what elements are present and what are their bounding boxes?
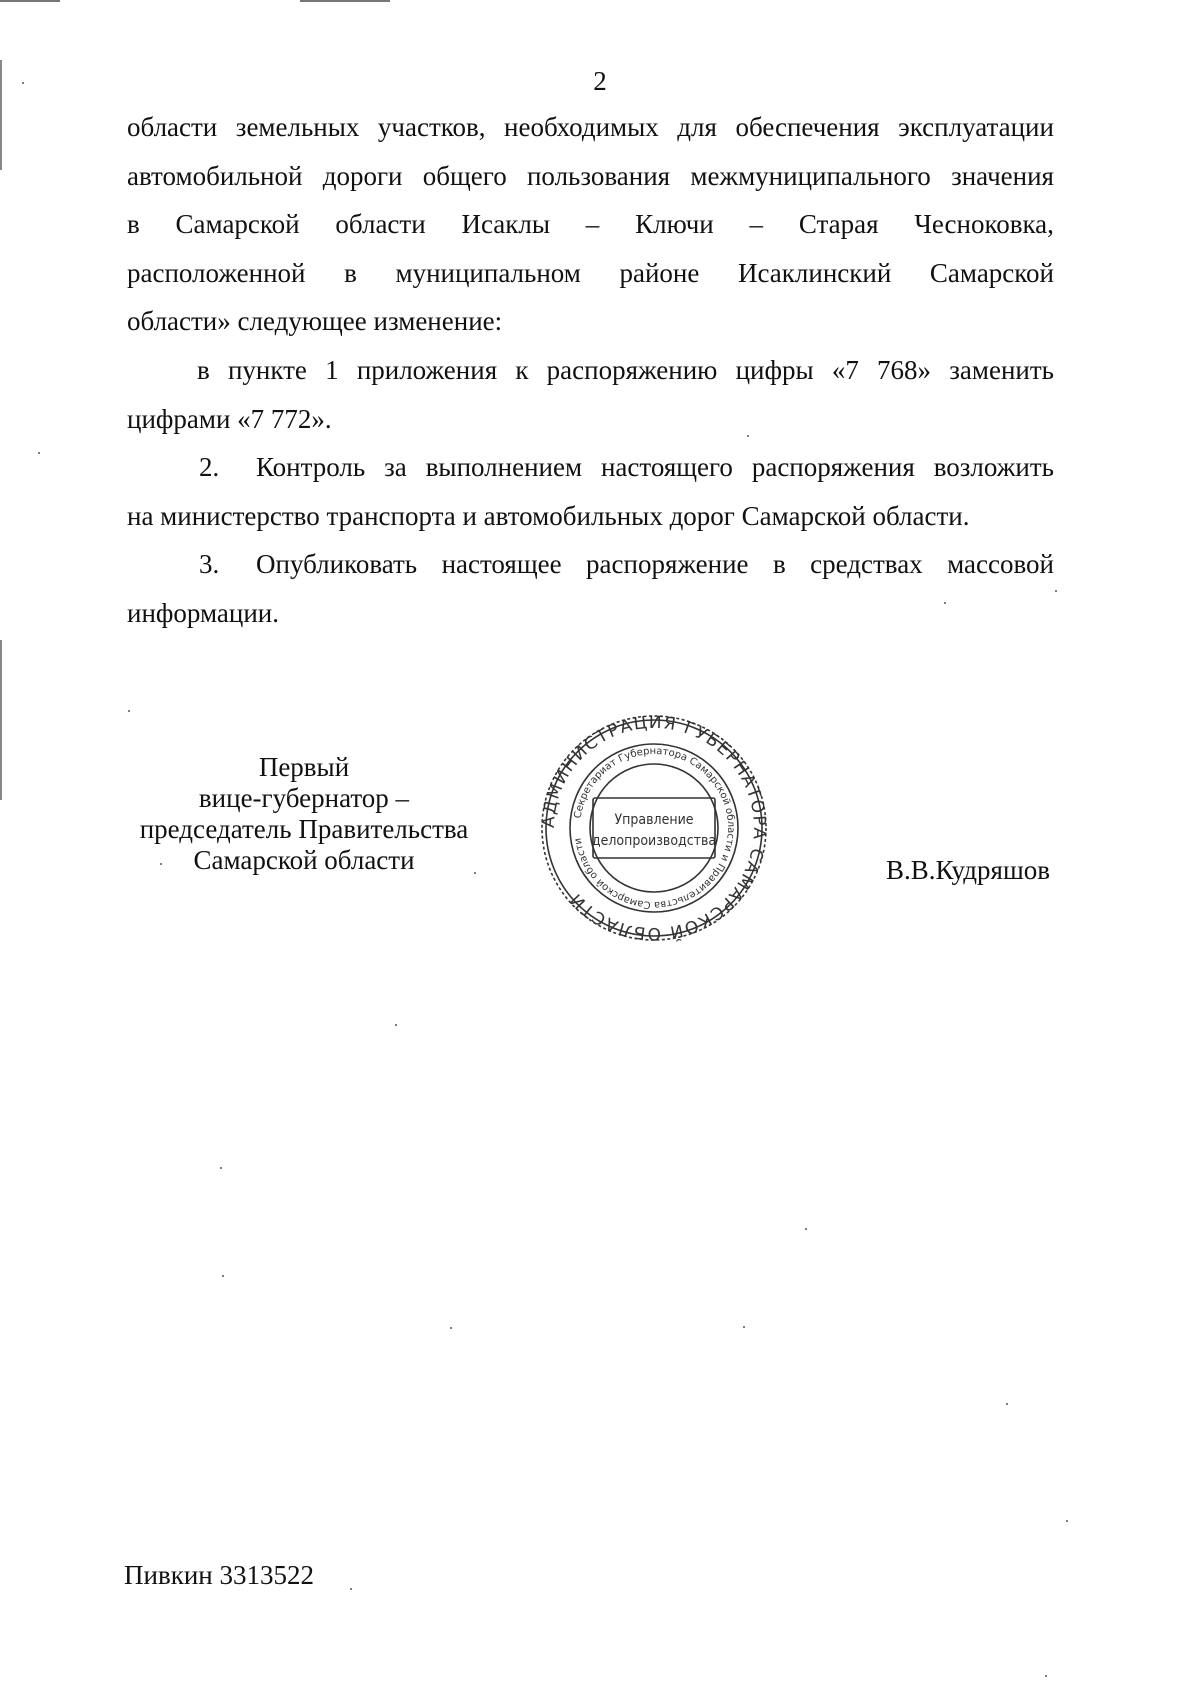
word: в: [772, 549, 786, 580]
official-seal: [538, 712, 770, 944]
scan-speck: [1066, 1520, 1068, 1522]
word: районе: [619, 257, 700, 288]
word: заменить: [949, 354, 1054, 385]
scan-speck: [395, 1024, 397, 1026]
word: значения: [951, 160, 1054, 191]
scan-speck: [22, 82, 24, 84]
word: Контроль: [256, 452, 366, 483]
paragraph-line: [127, 249, 1054, 298]
word: распоряжению: [546, 354, 718, 385]
scan-speck: [805, 1228, 807, 1230]
word: земельных: [235, 112, 360, 142]
signer-name: В.В.Кудряшов: [886, 855, 1050, 885]
word: муниципальном: [395, 257, 581, 288]
word: выполнением: [425, 452, 583, 483]
word: в: [344, 257, 357, 288]
seal-outer-text: АДМИНИСТРАЦИЯ ГУБЕРНАТОРА САМАРСКОЙ ОБЛАСТИ: [538, 712, 770, 944]
word: цифры: [735, 354, 814, 385]
word: Опубликовать: [256, 549, 418, 580]
word: области: [127, 112, 218, 142]
word: распоряжения: [751, 452, 915, 483]
word: к: [515, 354, 529, 385]
position-line: председатель Правительства: [139, 814, 469, 844]
scan-edge-mark: [0, 0, 60, 2]
word: межмуниципального: [690, 160, 931, 191]
paragraph-line: области» следующее изменение:: [127, 306, 503, 337]
word: распоряжение: [586, 549, 749, 580]
item-3-line: информации.: [127, 597, 279, 628]
page-number: 2: [593, 66, 607, 96]
item-number: 3.: [199, 549, 220, 580]
word: Чесноковка,: [914, 209, 1054, 240]
word: обеспечения: [735, 112, 880, 142]
scan-speck: [474, 872, 476, 874]
word: массовой: [947, 549, 1054, 580]
word: автомобильной: [127, 160, 303, 191]
scan-speck: [450, 1327, 452, 1329]
word: в: [127, 209, 140, 240]
scan-speck: [220, 1167, 222, 1169]
paragraph-line: [127, 103, 1054, 152]
paragraph-line: [127, 200, 1054, 249]
line-words: [256, 443, 1054, 492]
word: Самарской: [929, 257, 1054, 288]
document-body: [127, 103, 1054, 638]
word: возложить: [933, 452, 1054, 483]
seal-center-line1: Управление: [614, 812, 694, 828]
scan-speck: [1045, 1675, 1047, 1677]
scan-speck: [743, 1326, 745, 1328]
seal-inner-text: Секретариат Губернатора Самарской области и Правительства Самарской области: [572, 745, 737, 911]
word: эксплуатации: [898, 112, 1054, 142]
word: пользования: [526, 160, 671, 191]
scan-speck: [350, 1588, 352, 1590]
word: настоящее: [441, 549, 562, 580]
scan-speck: [1055, 590, 1057, 592]
position-line: Первый: [258, 752, 350, 782]
scan-speck: [128, 710, 130, 712]
word: Исаклы: [461, 209, 550, 240]
item-number: 2.: [199, 452, 220, 483]
position-line: Самарской области: [193, 845, 415, 875]
word: дороги: [322, 160, 403, 191]
word: настоящего: [600, 452, 733, 483]
word: необходимых: [504, 112, 659, 142]
signatory-position: [124, 752, 484, 876]
amendment-line: цифрами «7 772».: [127, 403, 332, 434]
scan-speck: [160, 863, 162, 865]
amendment-line: [127, 346, 1054, 395]
position-line: вице-губернатор –: [198, 783, 410, 813]
word: –: [585, 209, 600, 240]
word: Самарской: [175, 209, 300, 240]
word: Исаклинский: [738, 257, 892, 288]
executor-contact: Пивкин 3313522: [124, 1560, 314, 1590]
item-3-line: [127, 540, 1054, 589]
scan-speck: [222, 1275, 224, 1277]
seal-center-line2: делопроизводства: [591, 833, 717, 849]
scan-edge-mark: [300, 0, 390, 2]
word: Старая: [798, 209, 879, 240]
word: области: [335, 209, 426, 240]
svg-text:Секретариат Губернатора Самарс: [573, 746, 736, 910]
item-2-line: [127, 443, 1054, 492]
word: 1: [325, 354, 339, 385]
item-2-line: на министерство транспорта и автомобильных дорог Самарской области.: [127, 500, 970, 531]
word: за: [384, 452, 407, 483]
scan-speck: [1006, 1403, 1008, 1405]
paragraph-line: [127, 152, 1054, 201]
word: для: [677, 112, 717, 142]
word: общего: [422, 160, 507, 191]
word: участков,: [377, 112, 486, 142]
word: в: [197, 354, 210, 385]
word: приложения: [356, 354, 498, 385]
word: –: [749, 209, 764, 240]
scan-speck: [944, 602, 946, 604]
line-words: [256, 540, 1054, 589]
scan-edge-mark: [0, 640, 2, 800]
word: средствах: [810, 549, 923, 580]
word: расположенной: [127, 257, 306, 288]
scan-speck: [747, 435, 749, 437]
word: Ключи: [635, 209, 714, 240]
word: 768»: [877, 354, 932, 385]
scan-speck: [38, 452, 40, 454]
word: пункте: [227, 354, 307, 385]
word: «7: [831, 354, 859, 385]
